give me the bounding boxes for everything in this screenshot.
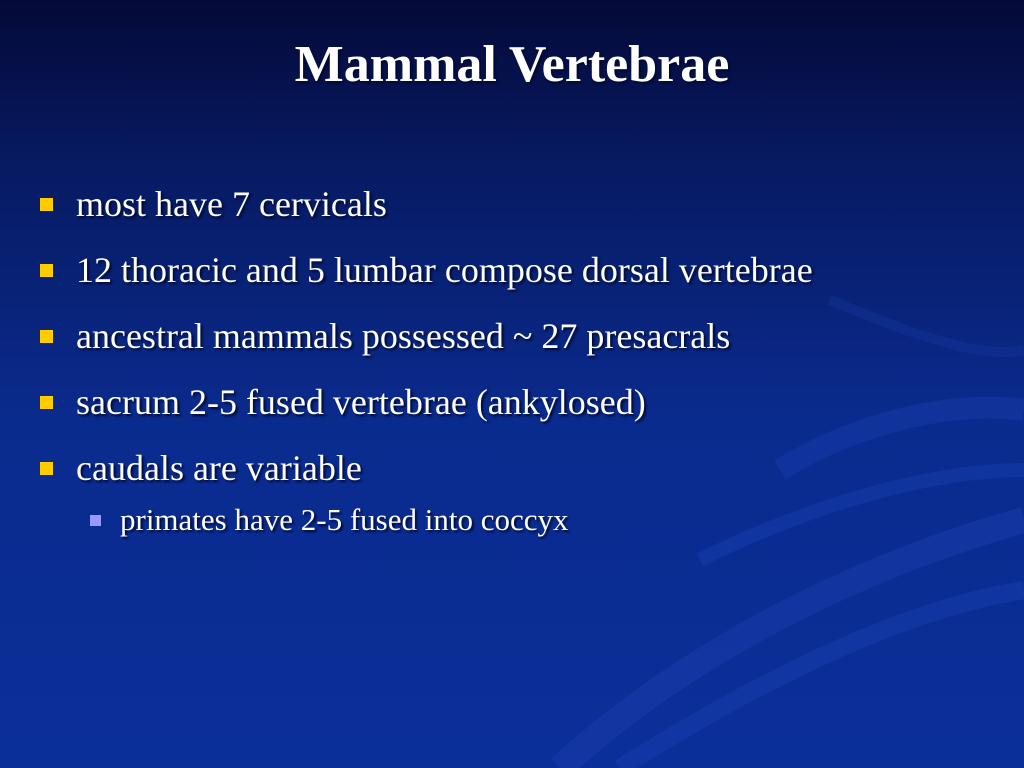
bullet-text: 12 thoracic and 5 lumbar compose dorsal vertebrae [76, 250, 813, 290]
bullet-item [36, 242, 936, 298]
square-bullet-icon [40, 462, 53, 475]
bullet-text: ancestral mammals possessed ~ 27 presacrals [76, 316, 731, 356]
square-bullet-icon [40, 264, 53, 277]
sub-bullet-item [36, 498, 936, 542]
square-bullet-icon [40, 198, 53, 211]
bullet-text: caudals are variable [76, 448, 362, 488]
bullet-item [36, 308, 936, 364]
square-bullet-icon [40, 396, 53, 409]
bullet-item [36, 440, 936, 496]
bullet-item [36, 176, 936, 232]
slide-title: Mammal Vertebrae [294, 36, 730, 93]
square-sub-bullet-icon [90, 515, 101, 526]
square-bullet-icon [40, 330, 53, 343]
bullet-list [36, 176, 936, 542]
bullet-item [36, 374, 936, 430]
bullet-text: most have 7 cervicals [76, 184, 387, 224]
bullet-text: sacrum 2-5 fused vertebrae (ankylosed) [76, 382, 646, 422]
sub-bullet-text: primates have 2-5 fused into coccyx [120, 502, 569, 537]
